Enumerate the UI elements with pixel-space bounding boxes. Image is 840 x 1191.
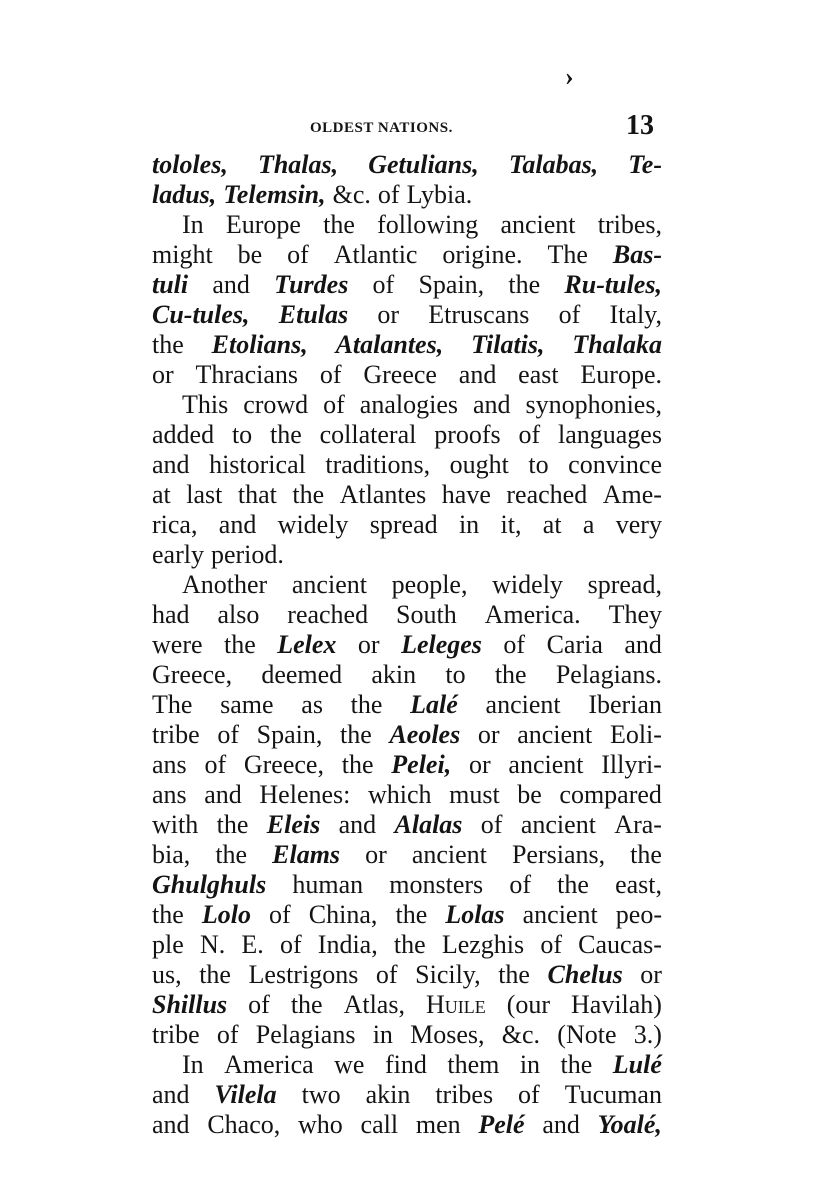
word: the [340, 720, 372, 749]
word: the [393, 930, 426, 959]
word: India, [317, 930, 378, 959]
text-line [152, 630, 662, 660]
italic-name: Shillus [152, 990, 228, 1019]
word: of [269, 900, 291, 929]
word: Caria [546, 630, 603, 659]
word: 3.) [633, 1020, 662, 1049]
word: of [509, 870, 531, 899]
word: Atlantic [333, 240, 418, 269]
word: tribe [152, 720, 200, 749]
word: In [182, 1050, 204, 1079]
word: convince [568, 450, 662, 479]
word: in [458, 510, 480, 539]
text-line [152, 270, 662, 300]
text-line [152, 210, 662, 240]
word: ancient [411, 840, 487, 869]
word: E. [241, 930, 264, 959]
italic-name: Lalé [410, 690, 458, 719]
word: ancient [522, 900, 598, 929]
word: or [152, 360, 174, 389]
word: and [458, 360, 497, 389]
text-line [152, 1080, 662, 1110]
word: peo- [615, 900, 662, 929]
italic-name: Te- [628, 150, 662, 179]
word: in [519, 1050, 541, 1079]
word: ought [449, 450, 509, 479]
word: that [237, 480, 277, 509]
text-line [152, 1020, 662, 1050]
word: the [152, 900, 184, 929]
word: the [560, 1050, 593, 1079]
word: Europe [225, 210, 301, 239]
word: &c. [332, 180, 371, 209]
word: Huile [425, 990, 486, 1019]
italic-name: Aeoles [389, 720, 461, 749]
italic-name: Lulé [612, 1050, 662, 1079]
text-line [152, 540, 662, 570]
word: be [237, 240, 263, 269]
word: Lestrigons [248, 960, 359, 989]
italic-name: Pelei, [391, 750, 452, 779]
word: or [357, 630, 380, 659]
text-line [152, 930, 662, 960]
word: of [375, 960, 398, 989]
word: with [152, 810, 199, 839]
italic-name: Vilela [214, 1080, 277, 1109]
word: (our [506, 990, 551, 1019]
word: period. [210, 540, 284, 569]
italic-name: Eleis [266, 810, 321, 839]
text-line [152, 240, 662, 270]
text-line [152, 1110, 662, 1140]
word: The [152, 690, 193, 719]
word: of [204, 750, 227, 779]
word: They [608, 600, 662, 629]
word: analogies [359, 390, 458, 419]
word: and [218, 510, 257, 539]
word: reached [287, 600, 369, 629]
italic-name: Cu-tules, [152, 300, 250, 329]
italic-name: Chelus [547, 960, 623, 989]
word: Sicily, [415, 960, 481, 989]
word: the [292, 480, 325, 509]
word: Etruscans [428, 300, 530, 329]
italic-name: Yoalé, [597, 1110, 662, 1139]
word: tribe [152, 1020, 200, 1049]
word: Pelagians. [555, 660, 662, 689]
word: the [224, 630, 256, 659]
word: following [377, 210, 479, 239]
word: deemed [261, 660, 343, 689]
italic-name: Ghulghuls [152, 870, 267, 899]
word: Greece, [243, 750, 324, 779]
word: call [360, 1110, 399, 1139]
italic-name: Lolo [201, 900, 251, 929]
word: and [542, 1110, 580, 1139]
text-line [152, 720, 662, 750]
word: of [518, 1080, 540, 1109]
italic-name: Thalaka [572, 330, 662, 359]
word: America [224, 1050, 314, 1079]
word: Atlas, [343, 990, 405, 1019]
word: the [498, 960, 530, 989]
word: early [152, 540, 204, 569]
word: China, [308, 900, 378, 929]
word: ancient [520, 810, 596, 839]
word: N. [199, 930, 226, 959]
word: who [298, 1110, 343, 1139]
italic-name: Leleges [401, 630, 482, 659]
word: two [301, 1080, 341, 1109]
italic-name: Lelex [277, 630, 337, 659]
word: ancient [508, 750, 584, 779]
word: the [494, 660, 527, 689]
word: ancient [517, 720, 593, 749]
word: us, [152, 960, 182, 989]
word: collateral [319, 420, 417, 449]
word: ans [152, 780, 187, 809]
page-number: 13 [626, 110, 654, 141]
word: the [508, 270, 541, 299]
word: of [372, 270, 395, 299]
word: the [395, 900, 428, 929]
italic-name: Ru-tules, [564, 270, 662, 299]
word: synophonies, [525, 390, 662, 419]
italic-name: Etolians, [211, 330, 308, 359]
word: the [557, 870, 589, 899]
word: Another [182, 570, 268, 599]
word: of [216, 1020, 239, 1049]
word: tribes, [597, 210, 662, 239]
word: traditions, [325, 450, 431, 479]
word: Spain, [256, 720, 323, 749]
text-line [152, 690, 662, 720]
word: to [445, 660, 466, 689]
text-line [152, 780, 662, 810]
text-line [152, 510, 662, 540]
word: of [279, 930, 302, 959]
text-line [152, 750, 662, 780]
word: &c. [501, 1020, 541, 1049]
word: or [468, 750, 491, 779]
word: must [449, 780, 500, 809]
italic-name: Bas- [612, 240, 662, 269]
italic-name: Getulians, [368, 150, 479, 179]
word: it, [500, 510, 522, 539]
word: the [199, 960, 231, 989]
text-line [152, 660, 662, 690]
text-line [152, 990, 662, 1020]
text-line [152, 150, 662, 180]
word: of [480, 810, 503, 839]
word: Lezghis [441, 930, 525, 959]
word: This [182, 390, 229, 419]
italic-name: tololes, [152, 150, 228, 179]
word: Pelagians [255, 1020, 356, 1049]
word: find [384, 1050, 427, 1079]
running-head: OLDEST NATIONS. [310, 120, 453, 136]
word: akin [371, 660, 417, 689]
word: crowd [243, 390, 309, 419]
word: of [503, 630, 526, 659]
italic-name: ladus, [152, 180, 217, 209]
word: Moses, [410, 1020, 485, 1049]
text-line [152, 300, 662, 330]
word: last [186, 480, 223, 509]
word: of [558, 300, 581, 329]
italic-name: Atalantes, [335, 330, 444, 359]
italic-name: tuli [152, 270, 189, 299]
word: Thracians [195, 360, 299, 389]
word: rica, [152, 510, 198, 539]
word: Illyri- [601, 750, 662, 779]
word: of [287, 240, 309, 269]
word: the [341, 750, 374, 779]
word: Atlantes [339, 480, 427, 509]
word: Eoli- [609, 720, 662, 749]
text-line [152, 900, 662, 930]
text-line [152, 390, 662, 420]
word: be [517, 780, 542, 809]
italic-name: Turdes [274, 270, 349, 299]
word: Ara- [614, 810, 662, 839]
word: and [472, 390, 511, 419]
word: bia, [152, 840, 191, 869]
word: were [152, 630, 203, 659]
word: proofs [434, 420, 501, 449]
word: or [377, 300, 400, 329]
word: widely [492, 570, 563, 599]
word: we [334, 1050, 365, 1079]
word: also [217, 600, 260, 629]
word: which [367, 780, 432, 809]
word: east [518, 360, 559, 389]
text-line [152, 840, 662, 870]
italic-name: Etulas [278, 300, 349, 329]
italic-name: Thalas, [257, 150, 339, 179]
word: Helenes: [259, 780, 351, 809]
word: might [152, 240, 213, 269]
word: very [615, 510, 662, 539]
word: Spain, [418, 270, 485, 299]
word: and [624, 630, 662, 659]
word: Tucuman [564, 1080, 662, 1109]
word: people, [391, 570, 468, 599]
word: of [377, 180, 400, 209]
word: Ame- [602, 480, 662, 509]
word: ple [152, 930, 184, 959]
word: or [365, 840, 387, 869]
word: Iberian [588, 690, 662, 719]
word: men [415, 1110, 461, 1139]
italic-name: Elams [272, 840, 341, 869]
text-line [152, 180, 662, 210]
word: and [204, 780, 242, 809]
word: (Note [557, 1020, 617, 1049]
italic-name: Alalas [394, 810, 463, 839]
word: Chaco, [207, 1110, 281, 1139]
word: have [441, 480, 491, 509]
word: In [182, 210, 204, 239]
word: origine. [442, 240, 523, 269]
word: at [152, 480, 171, 509]
word: spread, [587, 570, 662, 599]
word: The [547, 240, 588, 269]
text-line [152, 570, 662, 600]
word: same [220, 690, 274, 719]
word: the [270, 420, 302, 449]
word: Persians, [511, 840, 606, 869]
word: Caucas- [578, 930, 662, 959]
word: had [152, 600, 190, 629]
italic-name: Lolas [445, 900, 505, 929]
text-line [152, 1050, 662, 1080]
word: the [290, 990, 323, 1019]
word: ancient [500, 210, 576, 239]
word: them [447, 1050, 500, 1079]
text-line [152, 330, 662, 360]
word: the [323, 210, 355, 239]
text-line [152, 420, 662, 450]
word: or [477, 720, 500, 749]
word: languages [557, 420, 662, 449]
word: and [152, 450, 190, 479]
word: the [215, 840, 248, 869]
word: ancient [291, 570, 367, 599]
text-line [152, 870, 662, 900]
word: Greece, [152, 660, 233, 689]
word: Italy, [609, 300, 662, 329]
italic-name: Tilatis, [471, 330, 545, 359]
word: compared [559, 780, 662, 809]
text-line [152, 810, 662, 840]
word: and [338, 810, 377, 839]
word: a [582, 510, 595, 539]
italic-name: Telemsin, [223, 180, 326, 209]
word: akin [365, 1080, 411, 1109]
word: the [350, 690, 383, 719]
text-line [152, 600, 662, 630]
word: historical [209, 450, 306, 479]
word: monsters [389, 870, 484, 899]
word: Europe. [580, 360, 662, 389]
word: of [323, 390, 345, 419]
word: South [396, 600, 457, 629]
word: Greece [363, 360, 437, 389]
text-line [152, 960, 662, 990]
text-line [152, 450, 662, 480]
word: added [152, 420, 215, 449]
word: human [292, 870, 364, 899]
word: ans [152, 750, 187, 779]
text-line [152, 360, 662, 390]
word: widely [277, 510, 349, 539]
italic-name: Pelé [478, 1110, 525, 1139]
word: and [212, 270, 250, 299]
body-text [152, 150, 662, 1140]
word: to [231, 420, 253, 449]
text-line [152, 480, 662, 510]
word: ancient [485, 690, 561, 719]
word: the [152, 330, 184, 359]
word: east, [615, 870, 662, 899]
italic-name: Talabas, [508, 150, 599, 179]
word: in [372, 1020, 393, 1049]
word: to [528, 450, 549, 479]
word: America. [484, 600, 581, 629]
word: the [630, 840, 662, 869]
word: or [640, 960, 662, 989]
word: of [319, 360, 342, 389]
word: of [540, 930, 562, 959]
word: the [216, 810, 249, 839]
word: spread [369, 510, 438, 539]
word: tribes [435, 1080, 494, 1109]
word: as [301, 690, 323, 719]
word: Havilah) [571, 990, 662, 1019]
word: of [217, 720, 239, 749]
word: of [518, 420, 541, 449]
word: and [152, 1080, 190, 1109]
word: and [152, 1110, 190, 1139]
word: reached [506, 480, 588, 509]
stray-print-mark: › [565, 62, 574, 91]
word: at [542, 510, 562, 539]
word: Lybia. [406, 180, 473, 209]
word: of [248, 990, 270, 1019]
